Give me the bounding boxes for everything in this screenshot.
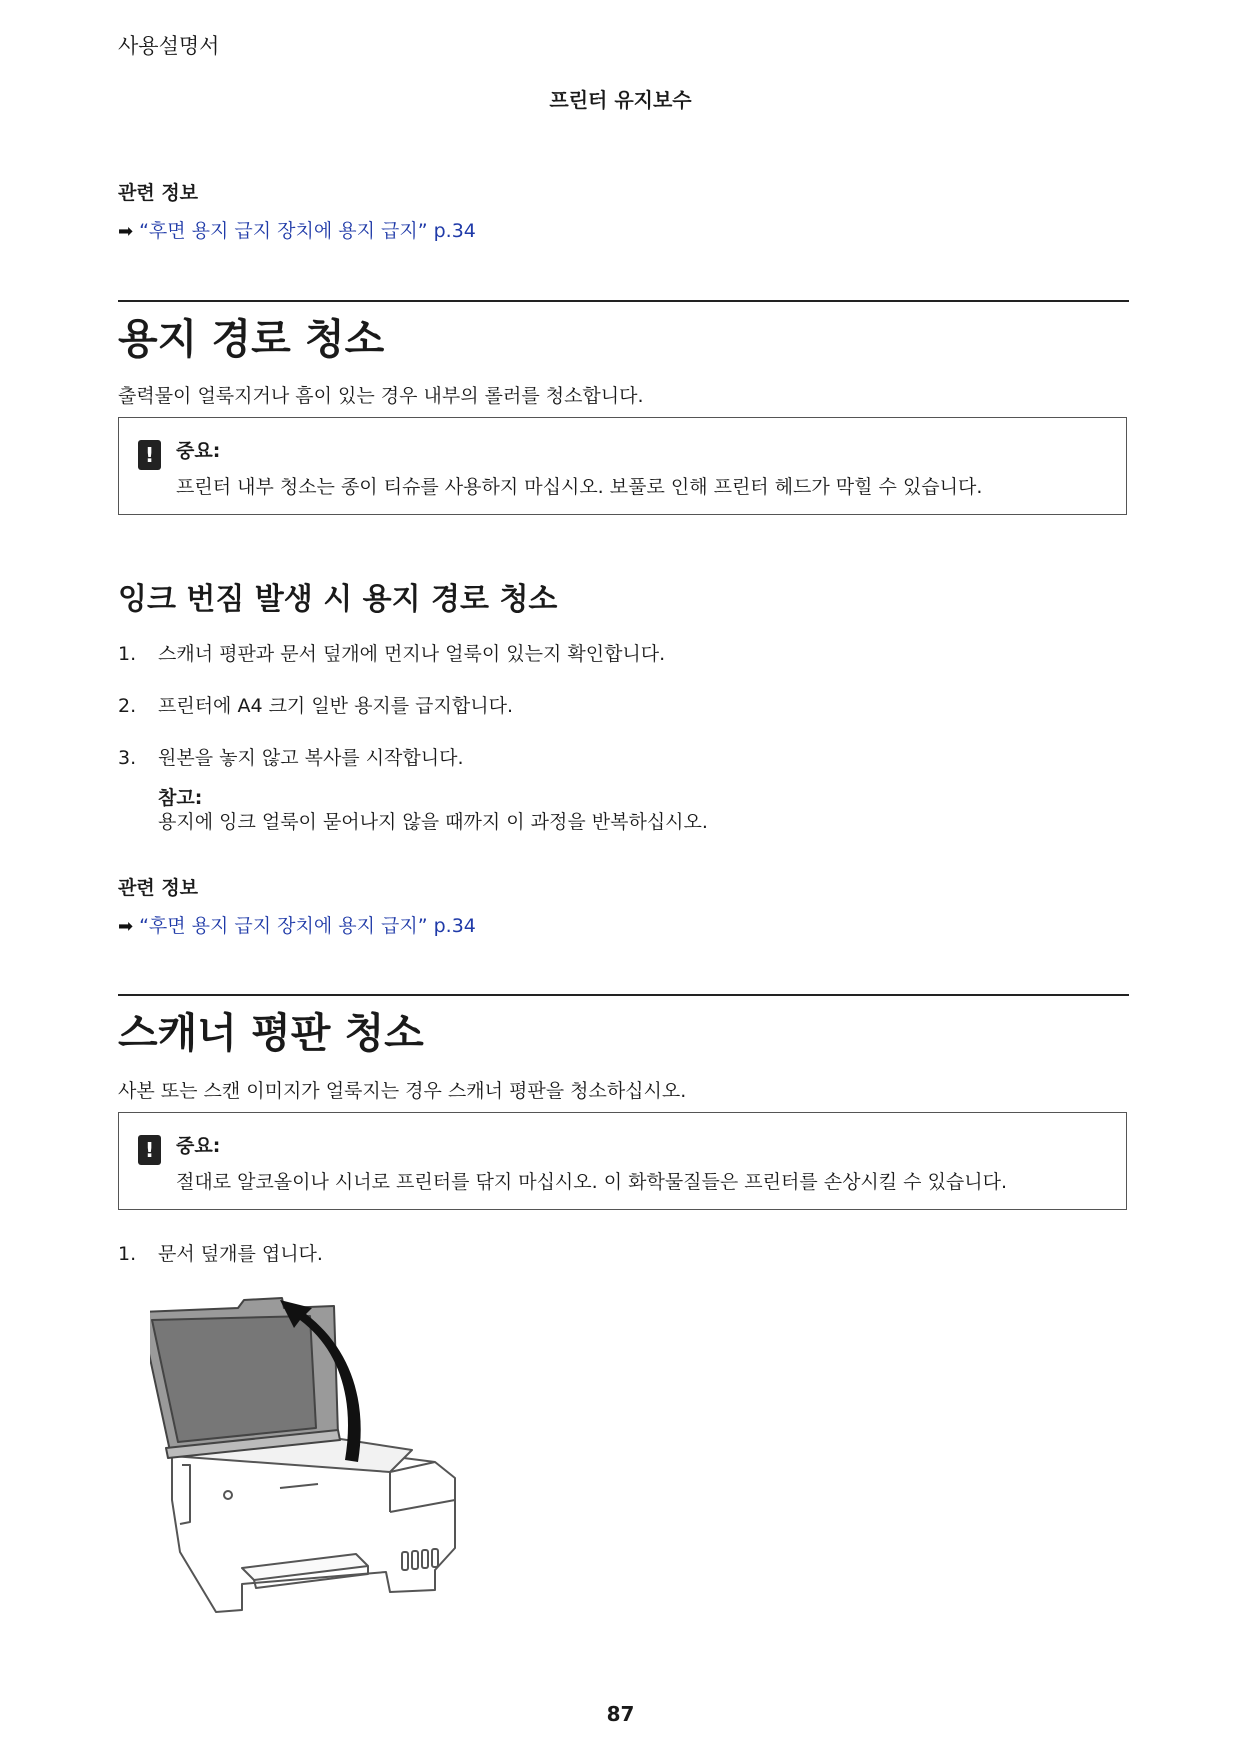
step-number: 1.: [118, 1243, 137, 1265]
step-item: [118, 639, 665, 666]
section-divider: [118, 994, 1129, 996]
step-text: 문서 덮개를 엽니다.: [158, 1243, 323, 1265]
related-link[interactable]: [118, 911, 476, 938]
step-item: [118, 1239, 323, 1266]
notice-title: 중요:: [176, 440, 221, 462]
subsection-title-ink-smear: 잉크 번짐 발생 시 용지 경로 청소: [118, 582, 558, 617]
step-text: 스캐너 평판과 문서 덮개에 먼지나 얼룩이 있는지 확인합니다.: [158, 643, 666, 665]
step-number: 2.: [118, 695, 137, 717]
section-intro: 출력물이 얼룩지거나 흠이 있는 경우 내부의 롤러를 청소합니다.: [118, 385, 644, 407]
note-title: 참고:: [158, 787, 203, 809]
step-text: 원본을 놓지 않고 복사를 시작합니다.: [158, 747, 464, 769]
step-text: 프린터에 A4 크기 일반 용지를 급지합니다.: [158, 695, 513, 717]
important-notice: [118, 1112, 1127, 1210]
step-number: 1.: [118, 643, 137, 665]
arrow-right-icon: ➡: [118, 221, 134, 242]
step-item: [118, 743, 464, 770]
page-number: 87: [606, 1702, 635, 1726]
notice-title: 중요:: [176, 1135, 221, 1157]
exclamation-icon: !: [138, 1135, 161, 1165]
related-info-heading: 관련 정보: [118, 877, 199, 899]
related-info-heading: 관련 정보: [118, 182, 199, 204]
section-intro: 사본 또는 스캔 이미지가 얼룩지는 경우 스캐너 평판을 청소하십시오.: [118, 1080, 687, 1102]
chapter-title: 프린터 유지보수: [549, 88, 692, 112]
related-link[interactable]: [118, 216, 476, 243]
note-text: 용지에 잉크 얼룩이 묻어나지 않을 때까지 이 과정을 반복하십시오.: [158, 811, 708, 833]
section-divider: [118, 300, 1129, 302]
step-number: 3.: [118, 747, 137, 769]
arrow-right-icon: ➡: [118, 916, 134, 937]
section-title-scanner-glass: 스캐너 평판 청소: [118, 1009, 424, 1057]
important-notice: [118, 417, 1127, 515]
section-title-paper-path: 용지 경로 청소: [118, 315, 385, 363]
related-link-text[interactable]: “후면 용지 급지 장치에 용지 급지” p.34: [139, 220, 476, 242]
document-title: 사용설명서: [118, 34, 220, 58]
step-item: [118, 691, 513, 718]
printer-open-cover-illustration: [150, 1290, 495, 1635]
exclamation-icon: !: [138, 440, 161, 470]
notice-text: 프린터 내부 청소는 종이 티슈를 사용하지 마십시오. 보풀로 인해 프린터 헤드가 막힐 수 있습니다.: [176, 476, 983, 498]
notice-text: 절대로 알코올이나 시너로 프린터를 닦지 마십시오. 이 화학물질들은 프린터를 손상시킬 수 있습니다.: [176, 1171, 1008, 1193]
related-link-text[interactable]: “후면 용지 급지 장치에 용지 급지” p.34: [139, 915, 476, 937]
